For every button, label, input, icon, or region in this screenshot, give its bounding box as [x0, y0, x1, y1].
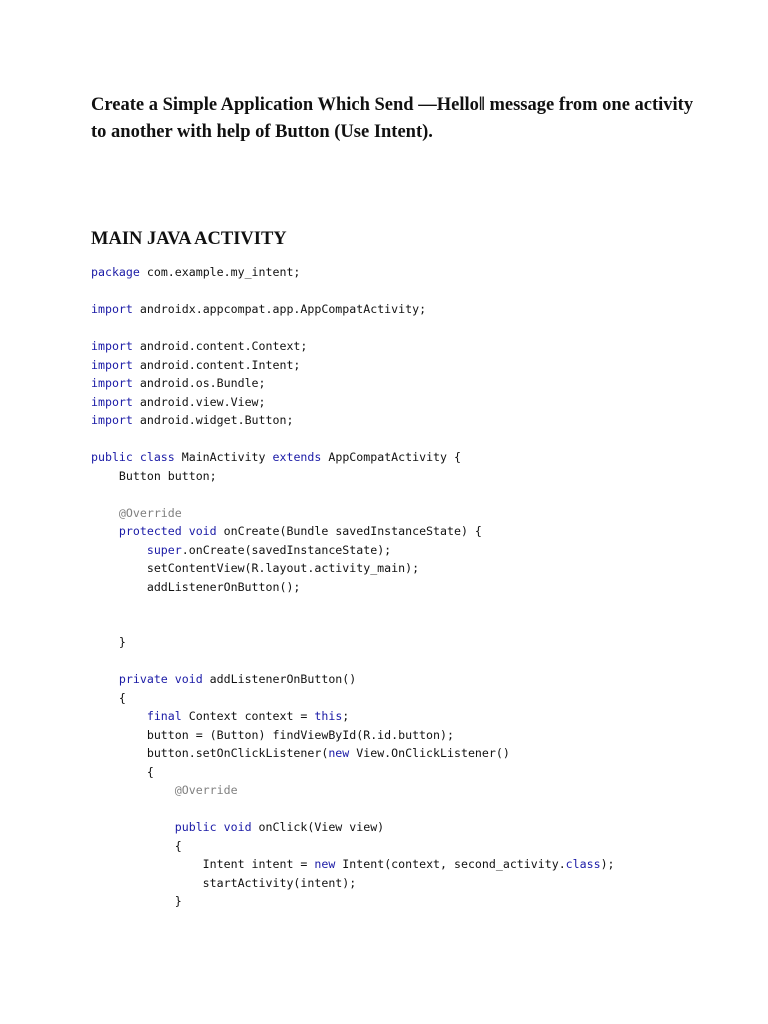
- code-line: [91, 337, 751, 356]
- code-line: [91, 263, 751, 282]
- code-annotation: @Override: [174, 783, 238, 797]
- code-text: {: [91, 838, 182, 853]
- code-keyword: public class: [91, 450, 175, 464]
- code-line: [91, 633, 751, 652]
- code-line: [91, 837, 751, 856]
- code-keyword: extends: [272, 450, 322, 464]
- code-text: button.setOnClickListener(: [91, 746, 329, 760]
- code-text: );: [600, 857, 615, 871]
- code-text: android.content.Intent;: [132, 357, 301, 372]
- code-text: android.content.Context;: [132, 339, 308, 353]
- code-text: [91, 783, 175, 797]
- code-line: [91, 763, 751, 782]
- code-line: [91, 393, 751, 412]
- code-text: MainActivity: [174, 450, 273, 464]
- code-keyword: public void: [174, 820, 252, 834]
- code-text: com.example.my_intent;: [139, 265, 301, 279]
- code-keyword: import: [91, 302, 133, 316]
- code-text: [91, 524, 119, 538]
- document-title: Create a Simple Application Which Send —Hello‖ message from one activity to another with help of Button (Use Intent).: [91, 95, 694, 142]
- code-line: [91, 855, 751, 874]
- code-block: [91, 263, 751, 911]
- code-keyword: super: [146, 542, 182, 557]
- code-line: [91, 504, 751, 523]
- code-text: [91, 543, 147, 557]
- code-line: [91, 892, 751, 911]
- code-text: android.view.View;: [132, 394, 266, 409]
- code-text: [91, 709, 147, 723]
- code-text: [91, 506, 119, 520]
- code-text: startActivity(intent);: [91, 875, 357, 890]
- code-line: [91, 596, 751, 615]
- code-line: [91, 541, 751, 560]
- code-line: [91, 448, 751, 467]
- code-text: button = (Button) findViewById(R.id.button);: [91, 727, 454, 742]
- code-text: {: [91, 764, 154, 779]
- code-keyword: package: [91, 265, 140, 279]
- code-line: [91, 707, 751, 726]
- code-line: [91, 615, 751, 634]
- code-line: [91, 800, 751, 819]
- code-line: [91, 356, 751, 375]
- code-line: [91, 300, 751, 319]
- code-text: android.os.Bundle;: [132, 376, 266, 390]
- code-line: [91, 467, 751, 486]
- code-text: Context context =: [181, 709, 315, 723]
- code-text: Button button;: [91, 468, 217, 483]
- code-keyword: class: [565, 857, 601, 871]
- section-heading: MAIN JAVA ACTIVITY: [91, 229, 287, 249]
- code-keyword: import: [91, 413, 133, 427]
- code-keyword: import: [91, 376, 133, 390]
- code-line: [91, 652, 751, 671]
- code-line: [91, 726, 751, 745]
- code-text: .onCreate(savedInstanceState);: [181, 542, 392, 557]
- code-line: [91, 670, 751, 689]
- code-line: [91, 282, 751, 301]
- code-keyword: protected void: [118, 524, 217, 538]
- code-keyword: import: [91, 357, 133, 372]
- code-keyword: final: [146, 709, 182, 723]
- code-text: addListenerOnButton(): [202, 672, 357, 686]
- code-annotation: @Override: [118, 505, 182, 520]
- code-keyword: new: [328, 746, 350, 760]
- code-text: [91, 672, 119, 686]
- code-keyword: import: [91, 339, 133, 353]
- code-line: [91, 430, 751, 449]
- code-text: onClick(View view): [251, 820, 385, 834]
- code-text: onCreate(Bundle savedInstanceState) {: [216, 524, 482, 538]
- code-keyword: private void: [118, 672, 203, 686]
- code-text: androidx.appcompat.app.AppCompatActivity;: [132, 302, 427, 316]
- code-line: [91, 522, 751, 541]
- code-line: [91, 818, 751, 837]
- code-line: [91, 744, 751, 763]
- code-keyword: import: [91, 394, 133, 409]
- code-line: [91, 411, 751, 430]
- code-keyword: new: [314, 857, 336, 871]
- code-line: [91, 485, 751, 504]
- code-text: View.OnClickListener(): [349, 746, 510, 760]
- code-line: [91, 578, 751, 597]
- code-text: Intent intent =: [91, 857, 315, 871]
- code-line: [91, 374, 751, 393]
- code-line: [91, 689, 751, 708]
- code-keyword: this: [314, 709, 343, 723]
- code-text: ;: [342, 709, 350, 723]
- code-text: {: [91, 690, 126, 705]
- code-line: [91, 781, 751, 800]
- code-line: [91, 319, 751, 338]
- code-text: Intent(context, second_activity.: [335, 857, 566, 871]
- code-text: addListenerOnButton();: [91, 579, 301, 594]
- code-text: AppCompatActivity {: [321, 450, 461, 464]
- code-text: [91, 820, 175, 834]
- code-text: }: [91, 894, 182, 908]
- code-text: android.widget.Button;: [132, 413, 294, 427]
- code-line: [91, 559, 751, 578]
- code-line: [91, 874, 751, 893]
- code-text: setContentView(R.layout.activity_main);: [91, 561, 420, 575]
- code-text: }: [91, 635, 126, 649]
